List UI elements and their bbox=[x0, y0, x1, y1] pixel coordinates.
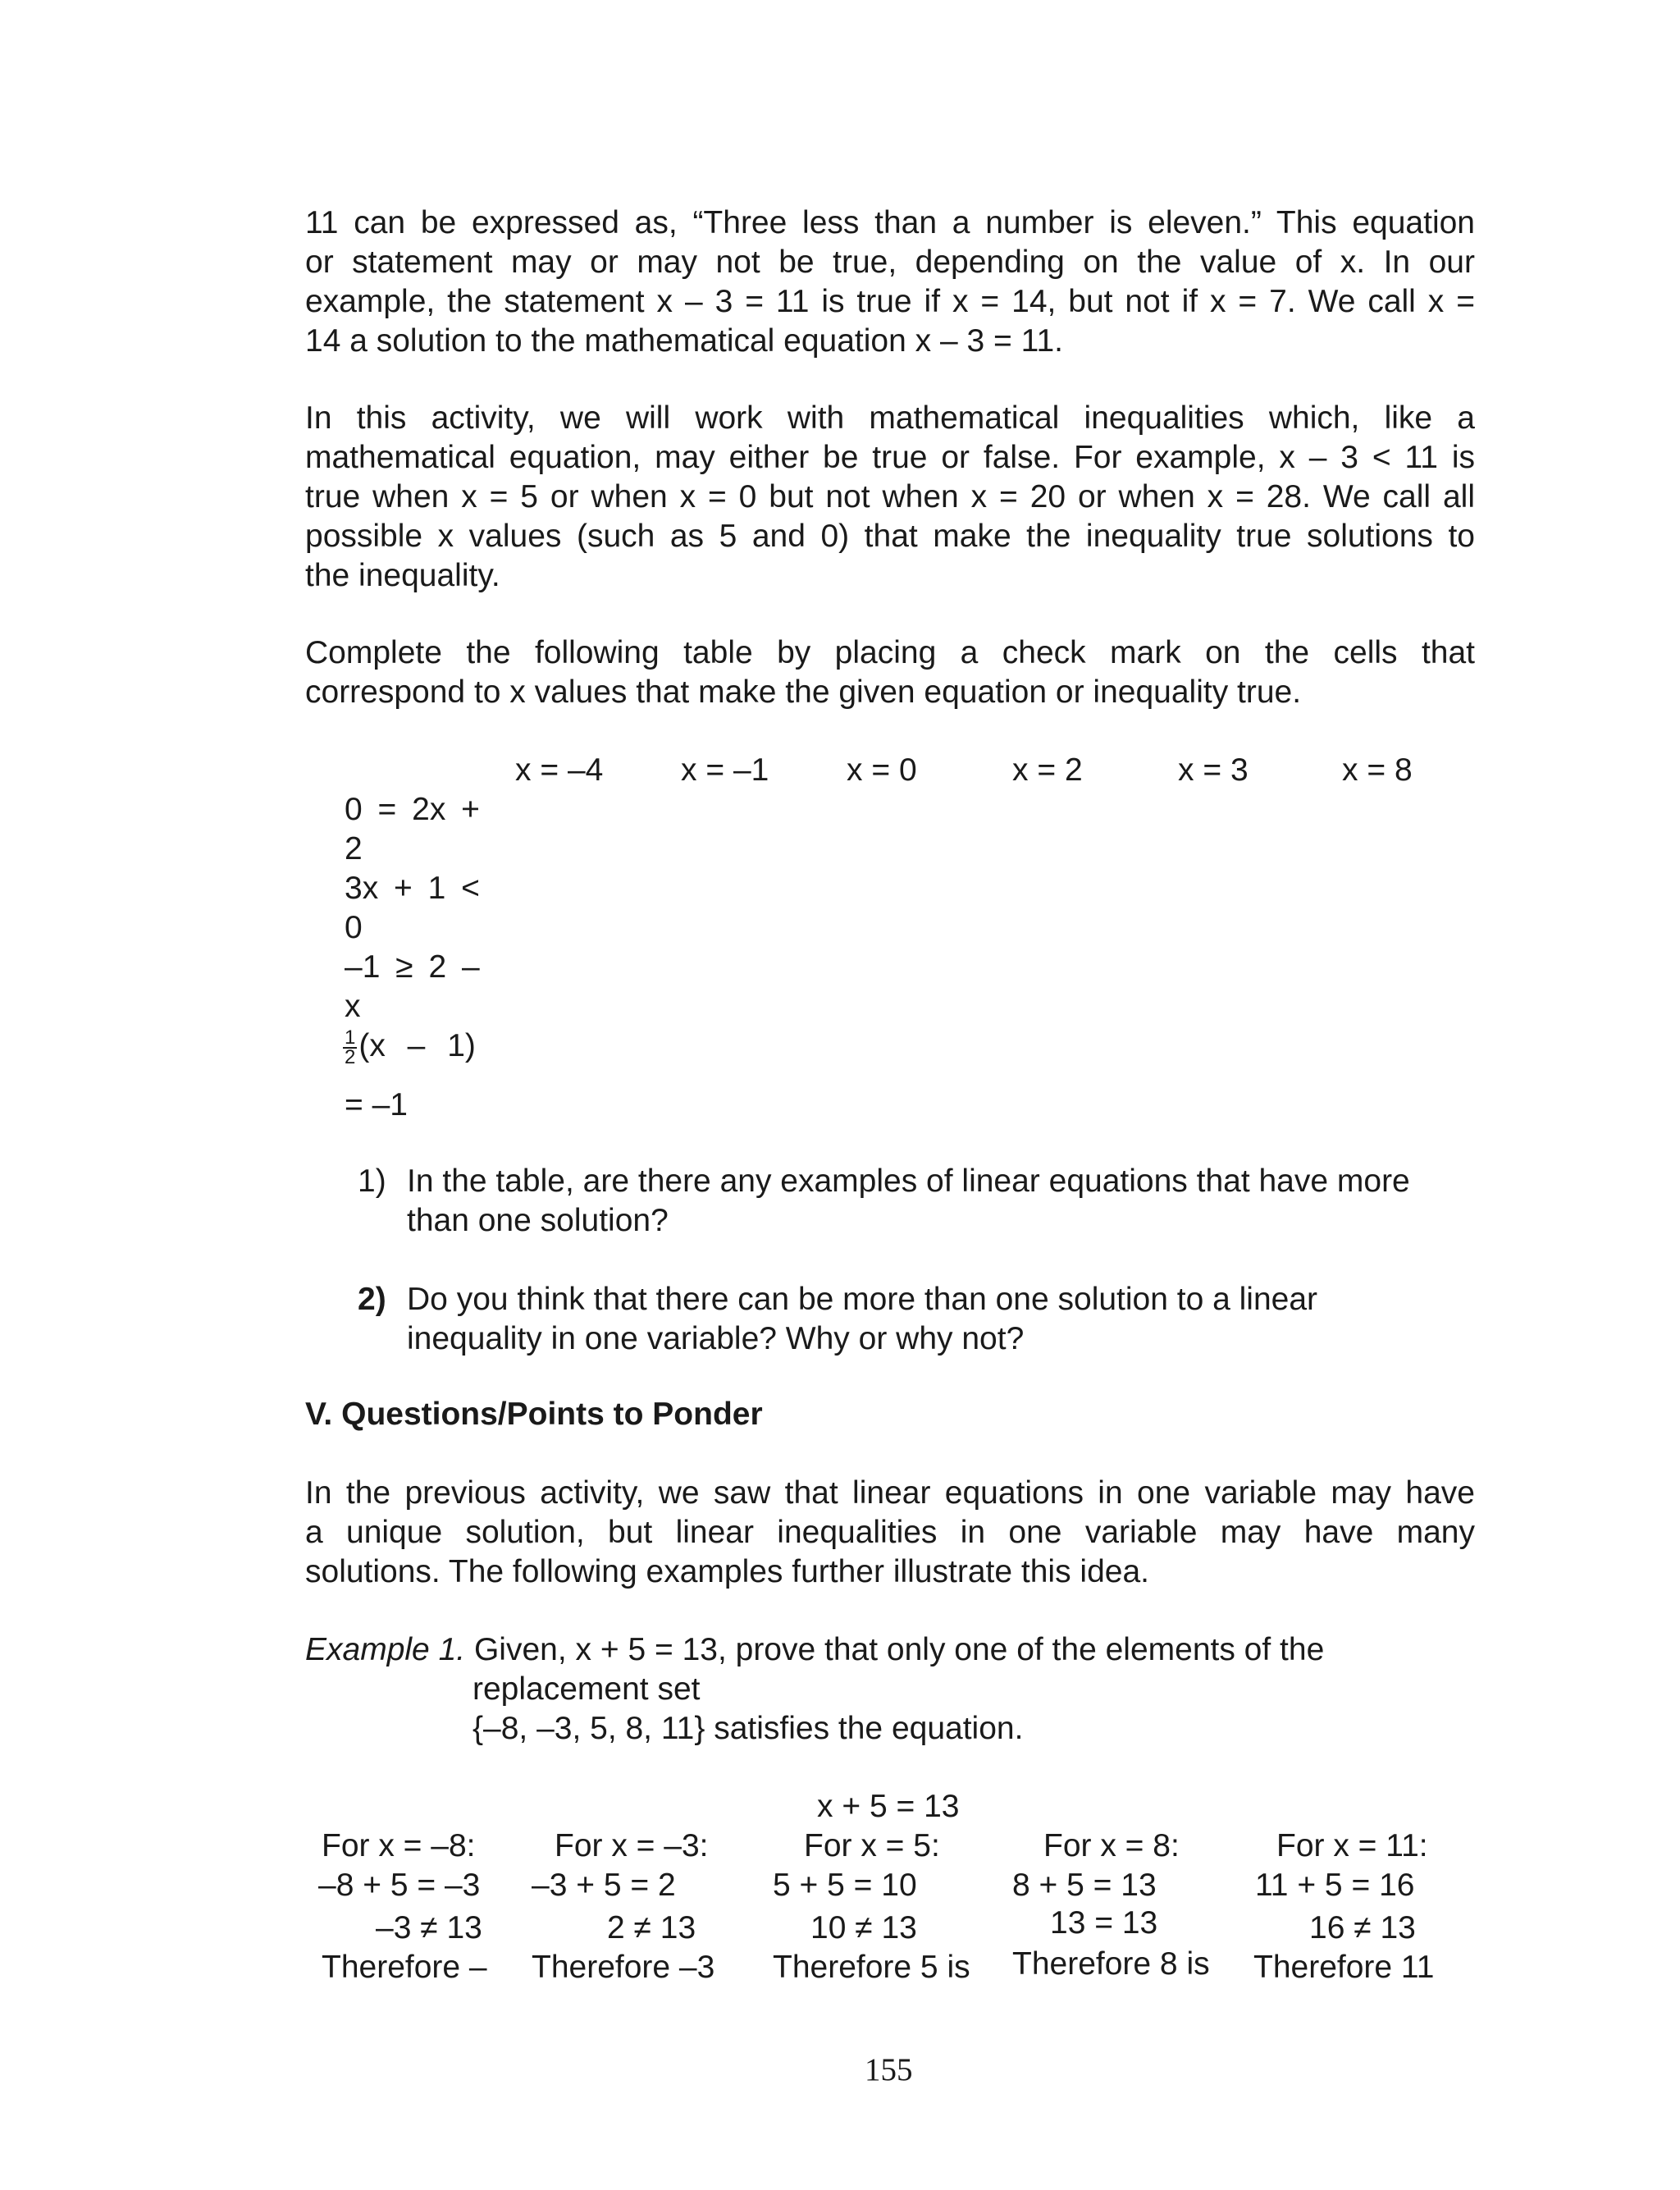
column-header: x = –4 bbox=[515, 752, 604, 788]
case-conclusion: Therefore 11 bbox=[1253, 1950, 1435, 1985]
fraction bbox=[343, 1026, 357, 1068]
case-compare: 10 ≠ 13 bbox=[810, 1910, 917, 1945]
inequality-line: mathematical equation, may either be true or false. For example, x – 3 < 11 is bbox=[305, 440, 1475, 475]
inequality-paragraph bbox=[305, 399, 1475, 596]
instruction-paragraph bbox=[305, 633, 1475, 712]
column-header: x = 3 bbox=[1178, 752, 1249, 788]
case-conclusion: Therefore – bbox=[322, 1950, 487, 1985]
case-calc: –3 + 5 = 2 bbox=[532, 1868, 676, 1903]
intro-paragraph bbox=[305, 203, 1475, 361]
column-header: x = –1 bbox=[681, 752, 769, 788]
inequality-line: In this activity, we will work with mathematical inequalities which, like a bbox=[305, 400, 1475, 436]
ponder-line: a unique solution, but linear inequalities in one variable may have many bbox=[305, 1515, 1475, 1550]
row-label: 2 bbox=[345, 831, 363, 866]
row-label: x bbox=[345, 989, 361, 1024]
intro-line: example, the statement x – 3 = 11 is true if x = 14, but not if x = 7. We call x = bbox=[305, 284, 1475, 319]
case-compare: 13 = 13 bbox=[1050, 1905, 1158, 1941]
case-compare: 2 ≠ 13 bbox=[607, 1910, 696, 1945]
fraction-denominator: 2 bbox=[345, 1045, 356, 1068]
case-calc: 11 + 5 = 16 bbox=[1255, 1868, 1415, 1903]
question-text: Do you think that there can be more than one solution to a linear bbox=[407, 1282, 1318, 1317]
ponder-line: In the previous activity, we saw that linear equations in one variable may have bbox=[305, 1475, 1475, 1511]
case-header: For x = 11: bbox=[1276, 1828, 1428, 1863]
question-text: than one solution? bbox=[407, 1203, 669, 1238]
example-text: replacement set bbox=[472, 1671, 701, 1707]
column-header: x = 8 bbox=[1342, 752, 1413, 788]
fraction-numerator: 1 bbox=[345, 1026, 356, 1049]
row-label-text: (x – 1) bbox=[358, 1028, 476, 1063]
example-text: {–8, –3, 5, 8, 11} satisfies the equation. bbox=[472, 1711, 1024, 1746]
intro-line: 14 a solution to the mathematical equation x – 3 = 11. bbox=[305, 323, 1063, 359]
example-text: Given, x + 5 = 13, prove that only one of the elements of the bbox=[465, 1632, 1325, 1667]
section-heading: V. Questions/Points to Ponder bbox=[305, 1397, 763, 1432]
case-header: For x = 5: bbox=[804, 1828, 940, 1863]
case-conclusion: Therefore –3 bbox=[532, 1950, 715, 1985]
intro-line: or statement may or may not be true, depending on the value of x. In our bbox=[305, 245, 1475, 280]
row-label: = –1 bbox=[345, 1087, 408, 1122]
inequality-line: possible x values (such as 5 and 0) that make the inequality true solutions to bbox=[305, 519, 1475, 554]
row-label: –1 ≥ 2 – bbox=[345, 949, 480, 985]
column-header: x = 2 bbox=[1012, 752, 1083, 788]
example-label: Example 1. bbox=[305, 1632, 466, 1667]
case-compare: 16 ≠ 13 bbox=[1309, 1910, 1416, 1945]
row-label: 0 bbox=[345, 910, 363, 945]
instruction-line: correspond to x values that make the given equation or inequality true. bbox=[305, 674, 1302, 710]
row-label: 3x + 1 < bbox=[345, 871, 480, 906]
column-header: x = 0 bbox=[847, 752, 917, 788]
question-number: 2) bbox=[358, 1282, 386, 1317]
case-header: For x = 8: bbox=[1043, 1828, 1180, 1863]
ponder-paragraph bbox=[305, 1474, 1475, 1592]
question-number: 1) bbox=[358, 1164, 386, 1199]
case-conclusion: Therefore 5 is bbox=[773, 1950, 970, 1985]
case-conclusion: Therefore 8 is bbox=[1012, 1946, 1210, 1982]
case-header: For x = –8: bbox=[322, 1828, 476, 1863]
case-calc: 8 + 5 = 13 bbox=[1012, 1868, 1157, 1903]
case-compare: –3 ≠ 13 bbox=[376, 1910, 482, 1945]
inequality-line: true when x = 5 or when x = 0 but not when x = 20 or when x = 28. We call all bbox=[305, 479, 1475, 514]
example-statement bbox=[305, 1630, 1324, 1670]
instruction-line: Complete the following table by placing a check mark on the cells that bbox=[305, 635, 1475, 670]
ponder-line: solutions. The following examples further illustrate this idea. bbox=[305, 1554, 1149, 1589]
case-header: For x = –3: bbox=[555, 1828, 709, 1863]
page-number: 155 bbox=[865, 2052, 913, 2087]
question-text: In the table, are there any examples of linear equations that have more bbox=[407, 1164, 1410, 1199]
check-equation: x + 5 = 13 bbox=[817, 1789, 960, 1824]
inequality-line: the inequality. bbox=[305, 558, 500, 593]
row-label bbox=[343, 1026, 476, 1067]
case-calc: 5 + 5 = 10 bbox=[773, 1868, 917, 1903]
case-calc: –8 + 5 = –3 bbox=[318, 1868, 481, 1903]
row-label: 0 = 2x + bbox=[345, 792, 480, 827]
question-text: inequality in one variable? Why or why not? bbox=[407, 1321, 1025, 1356]
intro-line: 11 can be expressed as, “Three less than a number is eleven.” This equation bbox=[305, 205, 1475, 240]
